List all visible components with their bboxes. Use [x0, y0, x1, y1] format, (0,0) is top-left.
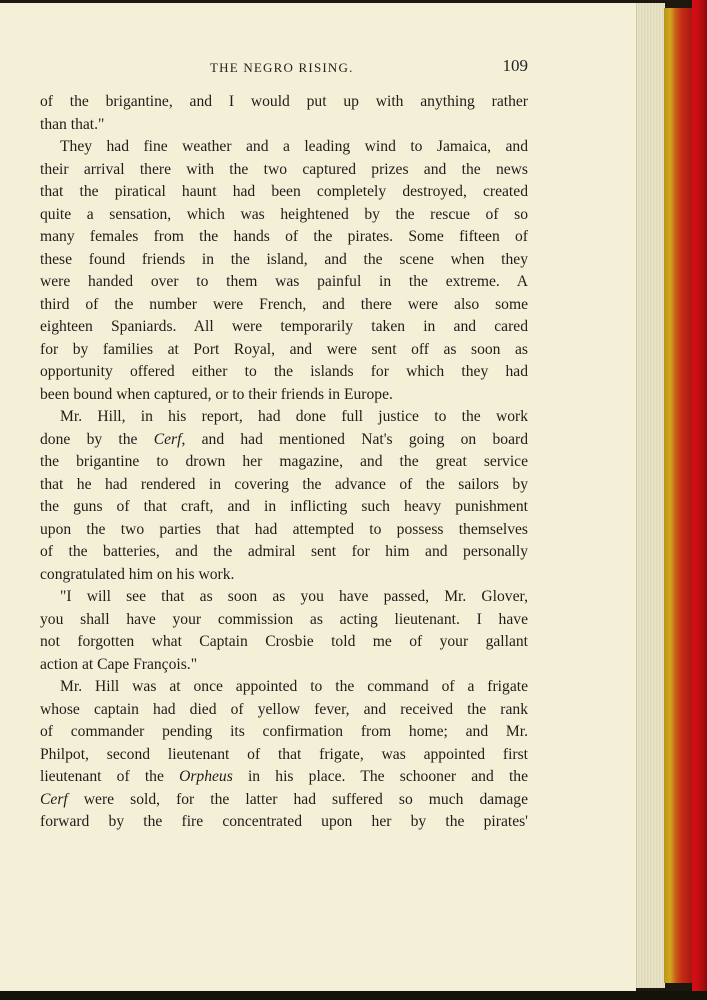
text-line: "I will see that as soon as you have passed, Mr. Glover, [60, 588, 528, 605]
paragraph-4 [40, 586, 528, 676]
text-line: whose captain had died of yellow fever, and received the rank [40, 700, 528, 718]
text-line: their arrival there with the two captured prizes and the news [40, 160, 528, 178]
text-line: you shall have your commission as acting lieutenant. I have [40, 610, 528, 628]
text-line-italic: done by the Cerf, and had mentioned Nat's going on board [40, 430, 528, 448]
paragraph-5 [40, 676, 528, 834]
ship-name: Orpheus [179, 768, 233, 785]
text-line: been bound when captured, or to their friends in Europe. [40, 385, 393, 403]
scan-bottom-edge [0, 991, 707, 1000]
text-line: of commander pending its confirmation from home; and Mr. [40, 723, 528, 740]
paragraph-3 [40, 406, 528, 586]
text-line: They had fine weather and a leading wind to Jamaica, and [60, 138, 528, 155]
text-line: Philpot, second lieutenant of that frigate, was appointed first [40, 745, 528, 763]
running-head-title: THE NEGRO RISING. [210, 60, 354, 75]
red-cover-edge [692, 0, 707, 1000]
text-line: of the brigantine, and I would put up with anything rather [40, 93, 528, 110]
text-line: quite a sensation, which was heightened by the rescue of so [40, 205, 528, 223]
text-line: the brigantine to drown her magazine, and the great service [40, 453, 528, 470]
running-head [40, 56, 530, 80]
text-line: third of the number were French, and there were also some [40, 295, 528, 313]
text-line: forward by the fire concentrated upon her by the pirates' [40, 813, 528, 830]
text-line: congratulated him on his work. [40, 565, 235, 583]
page-number: 109 [502, 56, 528, 75]
text-line: many females from the hands of the pirates. Some fifteen of [40, 228, 528, 245]
text-line: action at Cape François." [40, 655, 198, 673]
text-line: opportunity offered either to the islands for which they had [40, 363, 528, 380]
text-line: Mr. Hill was at once appointed to the command of a frigate [60, 678, 528, 695]
text-line: Mr. Hill, in his report, had done full justice to the work [60, 408, 528, 425]
text-line: upon the two parties that had attempted to possess themselves [40, 520, 528, 538]
ship-name: Cerf [153, 430, 182, 448]
paragraph-1 [40, 91, 528, 136]
text-line: of the batteries, and the admiral sent for him and personally [40, 543, 528, 560]
text-line: not forgotten what Captain Crosbie told me of your gallant [40, 633, 528, 650]
text-line: for by families at Port Royal, and were sent off as soon as [40, 340, 528, 358]
text-line: the guns of that craft, and in inflicting such heavy punishment [40, 498, 528, 515]
text-line: these found friends in the island, and the scene when they [40, 250, 528, 268]
body-text [40, 91, 528, 834]
ship-name: Cerf [40, 790, 68, 808]
text-line-italic: Cerf were sold, for the latter had suffered so much damage [40, 790, 528, 808]
text-line: that the piratical haunt had been completely destroyed, created [40, 183, 528, 200]
text-line: were handed over to them was painful in the extreme. A [40, 273, 528, 290]
text-line: that he had rendered in covering the advance of the sailors by [40, 475, 528, 493]
page-edges [636, 3, 665, 988]
paragraph-2 [40, 136, 528, 406]
page [0, 3, 636, 992]
text-line: eighteen Spaniards. All were temporarily taken in and cared [40, 318, 528, 335]
text-line: than that." [40, 115, 105, 133]
gilt-edge [664, 8, 692, 983]
text-line-italic: lieutenant of the Orpheus in his place. The schooner and the [40, 768, 528, 785]
